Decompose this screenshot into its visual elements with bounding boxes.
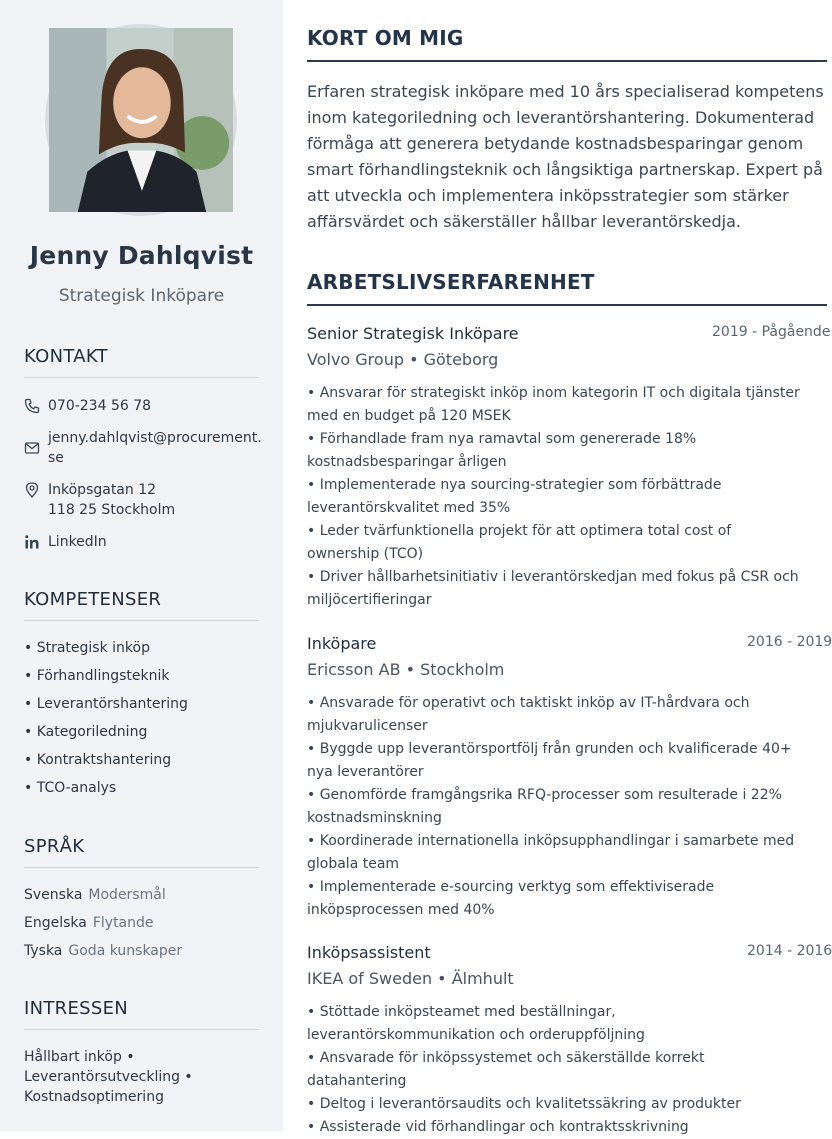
- language-name: Tyska: [24, 943, 63, 959]
- job-bullets: [307, 1001, 827, 1139]
- language-row: [24, 941, 274, 969]
- job-dates: 2014 - 2016: [747, 943, 832, 959]
- job-dates: 2016 - 2019: [747, 634, 832, 650]
- language-level: Flytande: [92, 915, 154, 931]
- summary-heading: KORT OM MIG: [307, 26, 827, 62]
- email-text-line2: se: [48, 450, 64, 466]
- interests-heading: INTRESSEN: [24, 998, 259, 1030]
- language-row: [24, 913, 274, 941]
- profile-photo: [45, 24, 237, 216]
- skill-item: • Strategisk inköp: [24, 640, 150, 656]
- language-level: Goda kunskaper: [68, 943, 183, 959]
- job-entry: [307, 943, 832, 1139]
- skill-item: • Kategoriledning: [24, 724, 148, 740]
- job-bullet: • Driver hållbarhetsinitiativ i leverantörskedjan med fokus på CSR och miljöcertifieringar: [307, 569, 799, 608]
- interests-line: Hållbart inköp •: [24, 1049, 135, 1065]
- location-icon: [24, 482, 40, 498]
- job-company: Volvo Group • Göteborg: [307, 350, 499, 369]
- job-bullets: [307, 692, 827, 922]
- contact-phone[interactable]: [24, 396, 264, 416]
- profile-name: Jenny Dahlqvist: [29, 241, 254, 270]
- language-name: Svenska: [24, 887, 83, 903]
- job-bullets: [307, 382, 827, 612]
- job-bullet: • Ansvarade för inköpssystemet och säkerställde korrekt datahantering: [307, 1050, 705, 1089]
- job-title: Senior Strategisk Inköpare: [307, 324, 519, 343]
- job-bullet: • Koordinerade internationella inköpsupphandlingar i samarbete med globala team: [307, 833, 795, 872]
- skill-item: • Förhandlingsteknik: [24, 668, 170, 684]
- contact-linkedin[interactable]: [24, 532, 264, 552]
- address-line1: Inköpsgatan 12: [48, 482, 157, 498]
- skill-item: • TCO-analys: [24, 780, 117, 796]
- interests-text: [24, 1047, 224, 1107]
- language-name: Engelska: [24, 915, 87, 931]
- profile-title: Strategisk Inköpare: [58, 286, 225, 306]
- job-bullet: • Förhandlade fram nya ramavtal som genererade 18% kostnadsbesparingar årligen: [307, 431, 697, 470]
- job-bullet: • Ansvarar för strategiskt inköp inom kategorin IT och digitala tjänster med en budget på 120 MSEK: [307, 385, 800, 424]
- job-company: IKEA of Sweden • Älmhult: [307, 969, 514, 988]
- experience-heading: ARBETSLIVSERFARENHET: [307, 270, 827, 306]
- skills-heading: KOMPETENSER: [24, 589, 259, 621]
- languages-heading: SPRÅK: [24, 836, 259, 868]
- job-entry: [307, 634, 832, 922]
- job-bullet: • Leder tvärfunktionella projekt för att optimera total cost of ownership (TCO): [307, 523, 732, 562]
- address-line2: 118 25 Stockholm: [48, 502, 176, 518]
- job-dates: 2019 - Pågående: [712, 324, 831, 340]
- language-row: [24, 885, 274, 913]
- skill-item: • Leverantörshantering: [24, 696, 188, 712]
- linkedin-text: LinkedIn: [48, 534, 107, 550]
- job-bullet: • Deltog i leverantörsaudits och kvalitetssäkring av produkter: [307, 1096, 741, 1112]
- contact-heading: KONTAKT: [24, 346, 259, 378]
- linkedin-icon: [24, 534, 40, 550]
- job-bullet: • Genomförde framgångsrika RFQ-processer som resulterade i 22% kostnadsminskning: [307, 787, 782, 826]
- job-bullet: • Implementerade nya sourcing-strategier som förbättrade leverantörskvalitet med 35%: [307, 477, 722, 516]
- interests-line: Leverantörsutveckling •: [24, 1069, 193, 1085]
- job-bullet: • Byggde upp leverantörsportfölj från grunden och kvalificerade 40+ nya leverantörer: [307, 741, 792, 780]
- job-company: Ericsson AB • Stockholm: [307, 660, 505, 679]
- skills-list: [24, 638, 274, 806]
- email-text-line1: jenny.dahlqvist@procurement.: [48, 430, 262, 446]
- job-title: Inköpare: [307, 634, 377, 653]
- job-bullet: • Assisterade vid förhandlingar och kontraktsskrivning: [307, 1119, 689, 1135]
- skill-item: • Kontraktshantering: [24, 752, 172, 768]
- phone-text: 070-234 56 78: [48, 398, 152, 414]
- language-level: Modersmål: [88, 887, 166, 903]
- job-title: Inköpsassistent: [307, 943, 431, 962]
- portrait-image: [49, 28, 233, 212]
- job-bullet: • Ansvarade för operativt och taktiskt inköp av IT-hårdvara och mjukvarulicenser: [307, 695, 750, 734]
- job-bullet: • Implementerade e-sourcing verktyg som effektiviserade inköpsprocessen med 40%: [307, 879, 715, 918]
- job-bullet: • Stöttade inköpsteamet med beställningar, leverantörskommunikation och orderuppföljning: [307, 1004, 645, 1043]
- contact-email[interactable]: [24, 428, 264, 468]
- contact-address: [24, 480, 264, 520]
- summary-text: Erfaren strategisk inköpare med 10 års specialiserad kompetens inom kategoriledning och leverantörshantering. Dokumenterad förmåga att generera betydande kostnadsbesparingar genom smart förhandlingsteknik och långsiktiga partnerskap. Expert på att utveckla och implementera inköpsstrategier som stärker affärsvärdet och säkerställer hållbar leverantörskedja.: [307, 82, 824, 231]
- phone-icon: [24, 398, 40, 414]
- job-entry: [307, 324, 831, 612]
- mail-icon: [24, 440, 40, 456]
- languages-list: [24, 885, 274, 969]
- interests-line: Kostnadsoptimering: [24, 1089, 164, 1105]
